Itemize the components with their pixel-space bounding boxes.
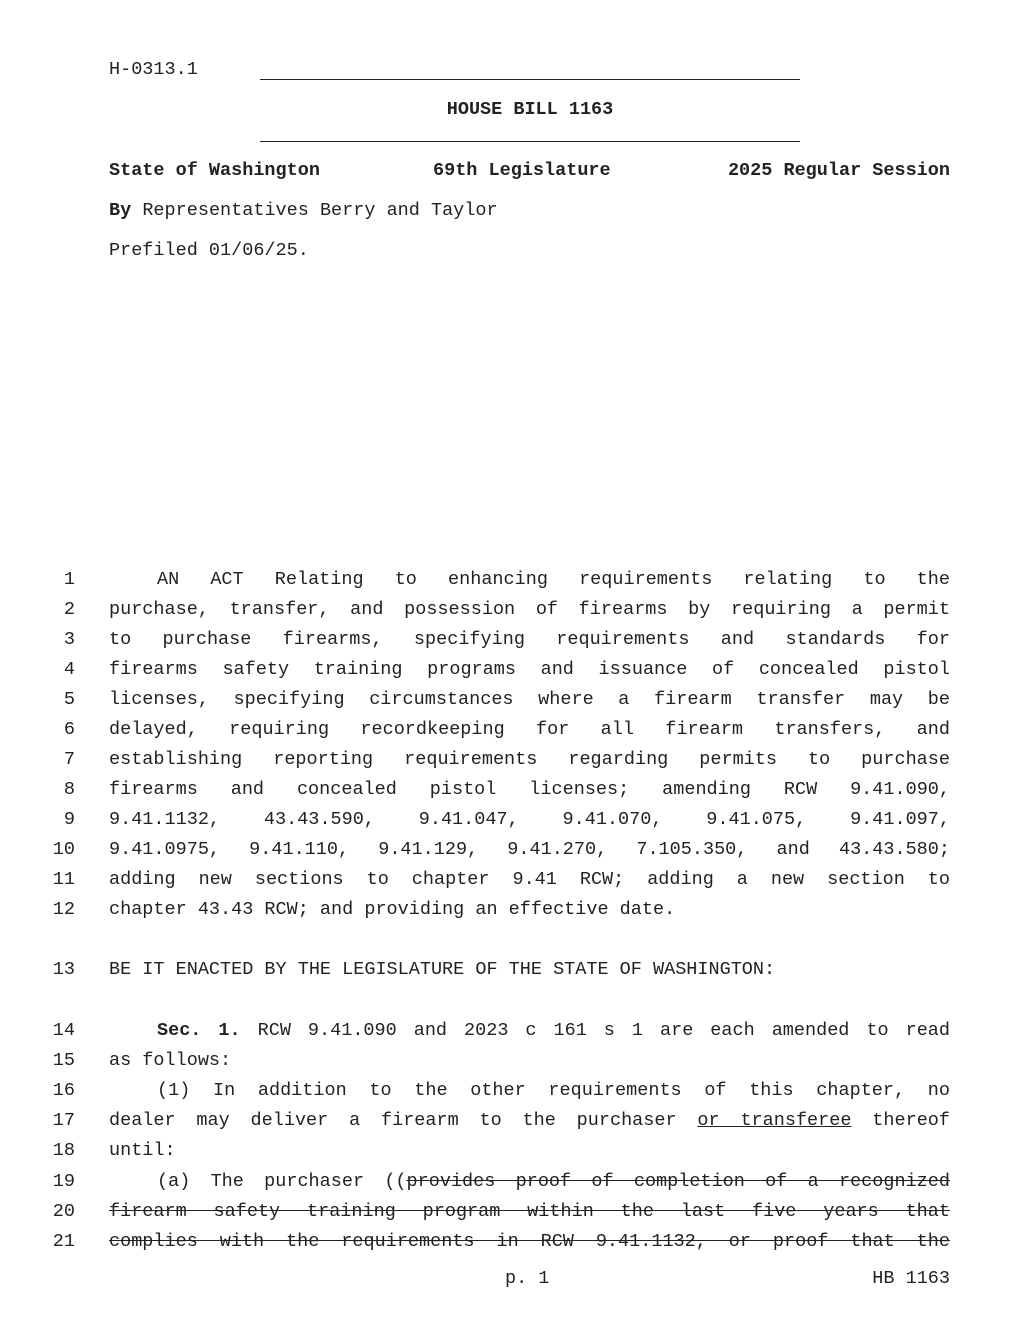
bill-text-line: establishing reporting requirements regarding permits to purchase xyxy=(109,749,950,770)
prefiled-date: Prefiled 01/06/25. xyxy=(109,240,309,261)
sponsors-line xyxy=(109,200,498,221)
line-number: 19 xyxy=(52,1171,75,1192)
bill-text-line: adding new sections to chapter 9.41 RCW; adding a new section to xyxy=(109,869,950,890)
bill-text-line: purchase, transfer, and possession of firearms by requiring a permit xyxy=(109,599,950,620)
bill-text-segment: RCW 9.41.090 and 2023 c 161 s 1 are each amended to read xyxy=(257,1020,950,1041)
by-label: By xyxy=(109,200,132,221)
line-number: 15 xyxy=(52,1050,75,1071)
line-number: 5 xyxy=(63,689,75,710)
line-number: 9 xyxy=(63,809,75,830)
bill-text-line: AN ACT Relating to enhancing requirements relating to the xyxy=(157,569,950,590)
line-number: 6 xyxy=(63,719,75,740)
line-number: 3 xyxy=(63,629,75,650)
line-number: 8 xyxy=(63,779,75,800)
line-number: 13 xyxy=(52,959,75,980)
bill-text-line: to purchase firearms, specifying requirements and standards for xyxy=(109,629,950,650)
bill-text-segment: dealer may deliver a firearm to the purchaser xyxy=(109,1110,677,1131)
bill-text-line: delayed, requiring recordkeeping for all firearm transfers, and xyxy=(109,719,950,740)
line-number: 7 xyxy=(63,749,75,770)
line-number: 10 xyxy=(52,839,75,860)
bill-text-line: 9.41.0975, 9.41.110, 9.41.129, 9.41.270, 7.105.350, and 43.43.580; xyxy=(109,839,950,860)
bill-text-line: chapter 43.43 RCW; and providing an effective date. xyxy=(109,899,676,920)
line-number: 11 xyxy=(52,869,75,890)
line-number: 1 xyxy=(63,569,75,590)
line-number: 20 xyxy=(52,1201,75,1222)
line-number: 4 xyxy=(63,659,75,680)
line-number: 18 xyxy=(52,1140,75,1161)
line-number: 14 xyxy=(52,1020,75,1041)
struck-text: provides proof of completion of a recognized xyxy=(406,1171,950,1192)
page-number: p. 1 xyxy=(505,1268,550,1289)
inserted-text: or transferee xyxy=(697,1110,852,1131)
legislature: 69th Legislature xyxy=(433,160,611,181)
struck-text: complies with the requirements in RCW 9.41.1132, or proof that the xyxy=(109,1231,950,1252)
state-name: State of Washington xyxy=(109,160,320,181)
bill-text-line: licenses, specifying circumstances where a firearm transfer may be xyxy=(109,689,950,710)
line-number: 17 xyxy=(52,1110,75,1131)
bill-text-line: (1) In addition to the other requirements of this chapter, no xyxy=(157,1080,950,1101)
bill-text-line: firearms safety training programs and issuance of concealed pistol xyxy=(109,659,950,680)
section-label: Sec. 1. xyxy=(157,1020,241,1041)
bill-text-line xyxy=(109,1110,950,1131)
bill-text-line: until: xyxy=(109,1140,176,1161)
line-number: 21 xyxy=(52,1231,75,1252)
sponsors: Representatives Berry and Taylor xyxy=(142,200,498,221)
line-number: 16 xyxy=(52,1080,75,1101)
bill-text-line xyxy=(109,1171,950,1192)
line-number: 2 xyxy=(63,599,75,620)
enacting-clause: BE IT ENACTED BY THE LEGISLATURE OF THE STATE OF WASHINGTON: xyxy=(109,959,776,980)
document-id: H-0313.1 xyxy=(109,59,198,80)
section-heading-line xyxy=(109,1020,950,1041)
struck-text: firearm safety training program within the last five years that xyxy=(109,1201,950,1222)
bill-title: HOUSE BILL 1163 xyxy=(446,99,614,120)
session: 2025 Regular Session xyxy=(727,160,950,181)
title-rule-bottom xyxy=(260,141,800,142)
bill-text-line: 9.41.1132, 43.43.590, 9.41.047, 9.41.070, 9.41.075, 9.41.097, xyxy=(109,809,950,830)
bill-text-segment: thereof xyxy=(872,1110,951,1131)
bill-text-line: as follows: xyxy=(109,1050,232,1071)
title-rule-top xyxy=(260,79,800,80)
bill-text-line: firearms and concealed pistol licenses; amending RCW 9.41.090, xyxy=(109,779,950,800)
bill-text-segment: (a) The purchaser (( xyxy=(157,1171,407,1192)
bill-reference: HB 1163 xyxy=(872,1268,950,1289)
line-number: 12 xyxy=(52,899,75,920)
